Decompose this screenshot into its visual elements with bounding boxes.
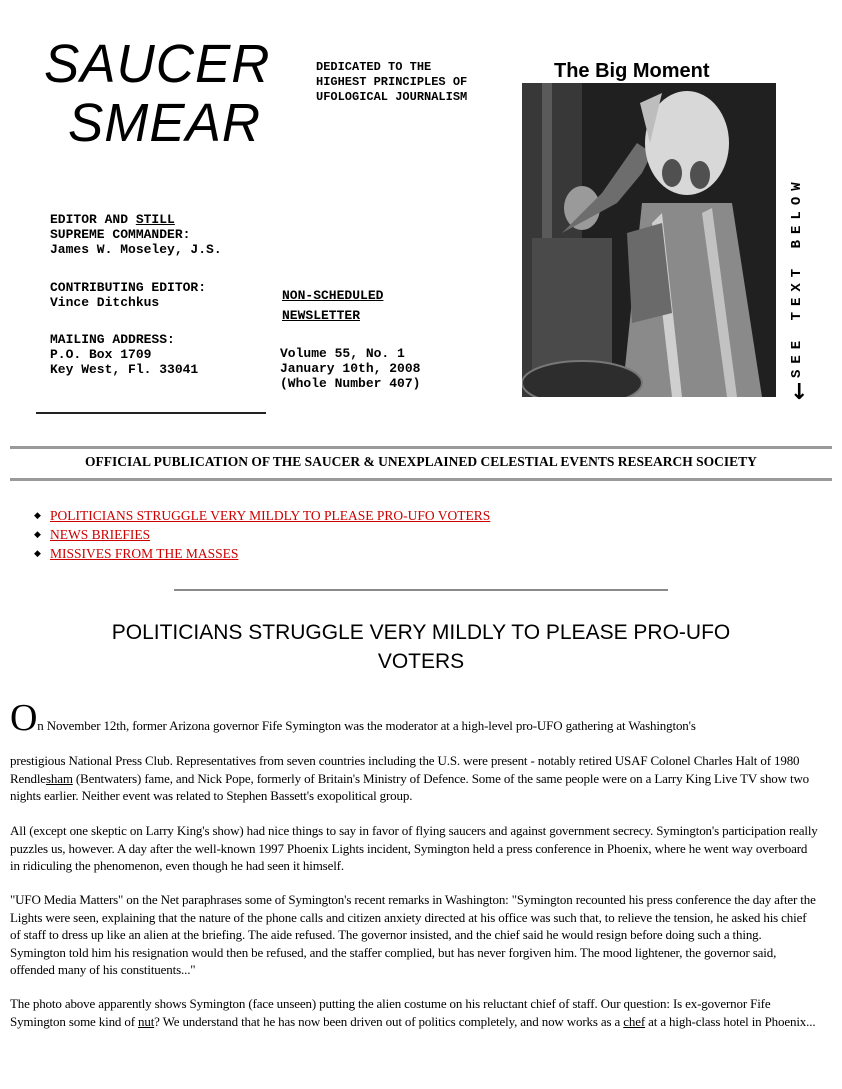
contrib-block — [50, 280, 206, 310]
photo-caption: The Big Moment — [554, 60, 710, 82]
editor-name: James W. Moseley, J.S. — [50, 242, 222, 257]
issue-date: January 10th, 2008 — [280, 361, 421, 376]
mailing-line: P.O. Box 1709 — [50, 347, 152, 362]
masthead-title-line2: SMEAR — [68, 93, 262, 153]
photo-image — [522, 83, 776, 397]
article-paragraph-2: All (except one skeptic on Larry King's show) had nice things to say in favor of flying saucers and against government secrecy. Symington's participation really puzzles us, however. A day after the well-known 1997 Phoenix Lights incident, Symington held a press conference in Phoenix, where he went way overboard in ridiculing the phenomenon, even though he had seen it himself. — [10, 823, 818, 873]
volume: Volume 55, No. 1 — [280, 346, 405, 361]
toc-link-news-briefies[interactable]: NEWS BRIEFIES — [50, 527, 151, 542]
volume-block — [280, 346, 420, 391]
paragraph-text: prestigious National Press Club. Representatives from seven countries including the U.S. were present - notably retired USAF Colonel Charles Halt of 1980 Rendle — [10, 753, 800, 786]
photo-side-text: SEE TEXT BELOW — [789, 176, 805, 378]
headline-line: VOTERS — [377, 650, 465, 673]
contrib-label: CONTRIBUTING EDITOR: — [50, 280, 207, 295]
drop-cap: O — [10, 697, 38, 739]
article-paragraph-4 — [10, 995, 818, 1030]
toc-link-politicians[interactable]: POLITICIANS STRUGGLE VERY MILDLY TO PLEASE PRO-UFO VOTERS — [50, 508, 491, 523]
paragraph-text: (Bentwaters) fame, and Nick Pope, formerly of Britain's Ministry of Defence. Some of the same people were on a Larry King Live TV show two nights earlier. Neither event was related to Stephen Bassett's exopolitical group. — [10, 770, 810, 803]
official-publication: OFFICIAL PUBLICATION OF THE SAUCER & UNEXPLAINED CELESTIAL EVENTS RESEARCH SOCIETY — [85, 454, 757, 469]
down-arrow-icon: ↓ — [790, 380, 809, 405]
editor-label-2: SUPREME COMMANDER: — [50, 227, 191, 242]
toc-item — [34, 506, 490, 525]
divider-toc — [174, 589, 668, 591]
mailing-block — [50, 332, 198, 377]
editor-label: EDITOR AND — [50, 212, 136, 227]
alien-costume-photo — [522, 83, 776, 397]
headline-line: POLITICIANS STRUGGLE VERY MILDLY TO PLEASE PRO-UFO — [111, 621, 731, 644]
article-headline — [0, 618, 842, 676]
paragraph-text: The photo above apparently shows Symington (face unseen) putting the alien costume on his reluctant chief of staff. Our question: Is ex-governor Fife Symington some kind of — [10, 996, 771, 1029]
whole-number: (Whole Number 407) — [280, 376, 421, 391]
table-of-contents — [34, 506, 490, 563]
schedule-line: NON-SCHEDULED — [282, 288, 384, 303]
toc-item — [34, 544, 490, 563]
contrib-name: Vince Ditchkus — [50, 295, 160, 310]
paragraph-text: at a high-class hotel in Phoenix... — [645, 1013, 816, 1029]
mailing-label: MAILING ADDRESS: — [50, 332, 175, 347]
toc-link-missives[interactable]: MISSIVES FROM THE MASSES — [50, 546, 239, 561]
dedication-line: DEDICATED TO THE — [316, 60, 432, 74]
divider-bottom — [10, 478, 832, 481]
article-paragraph-3: "UFO Media Matters" on the Net paraphrases some of Symington's recent remarks in Washington: "Symington recounted his press conference the day after the Lights were seen, explaining that the nature of the phone calls and citizen anxiety directed at his office was such that, to relieve the tension, he asked his chief of staff to dress up like an alien at the briefing. The aide refused. The governor insisted, and the chief said he would resign before doing such a thing. Symington told him his resignation would then be refused, and the staffer complied, but has never forgiven him. The mood lightener, the governor said, offended many of his constituents..." — [10, 892, 816, 977]
toc-item — [34, 525, 490, 544]
dedication-line: UFOLOGICAL JOURNALISM — [316, 90, 468, 104]
paragraph-underline-nut: nut — [138, 1013, 155, 1029]
dedication — [316, 60, 467, 105]
article-paragraph-1-first-line — [10, 697, 810, 739]
schedule-block — [282, 286, 383, 326]
paragraph-text: n November 12th, former Arizona governor Fife Symington was the moderator at a high-level pro-UFO gathering at Washington's — [37, 718, 696, 733]
dedication-line: HIGHEST PRINCIPLES OF — [316, 75, 468, 89]
bullet-icon: ◆ — [34, 529, 41, 539]
editor-block — [50, 212, 222, 257]
schedule-line: NEWSLETTER — [282, 308, 361, 323]
bullet-icon: ◆ — [34, 548, 41, 558]
mailing-line: Key West, Fl. 33041 — [50, 362, 199, 377]
masthead-title-line1: SAUCER — [44, 34, 271, 94]
masthead-rule — [36, 412, 266, 414]
paragraph-text: ? We understand that he has now been driven out of politics completely, and now works as a — [154, 1013, 624, 1029]
bullet-icon: ◆ — [34, 510, 41, 520]
editor-label-still: STILL — [135, 212, 175, 227]
paragraph-underline-chef: chef — [623, 1013, 646, 1029]
divider-top — [10, 446, 832, 449]
article-paragraph-1 — [10, 752, 818, 805]
paragraph-underline-sham: sham — [45, 770, 73, 786]
